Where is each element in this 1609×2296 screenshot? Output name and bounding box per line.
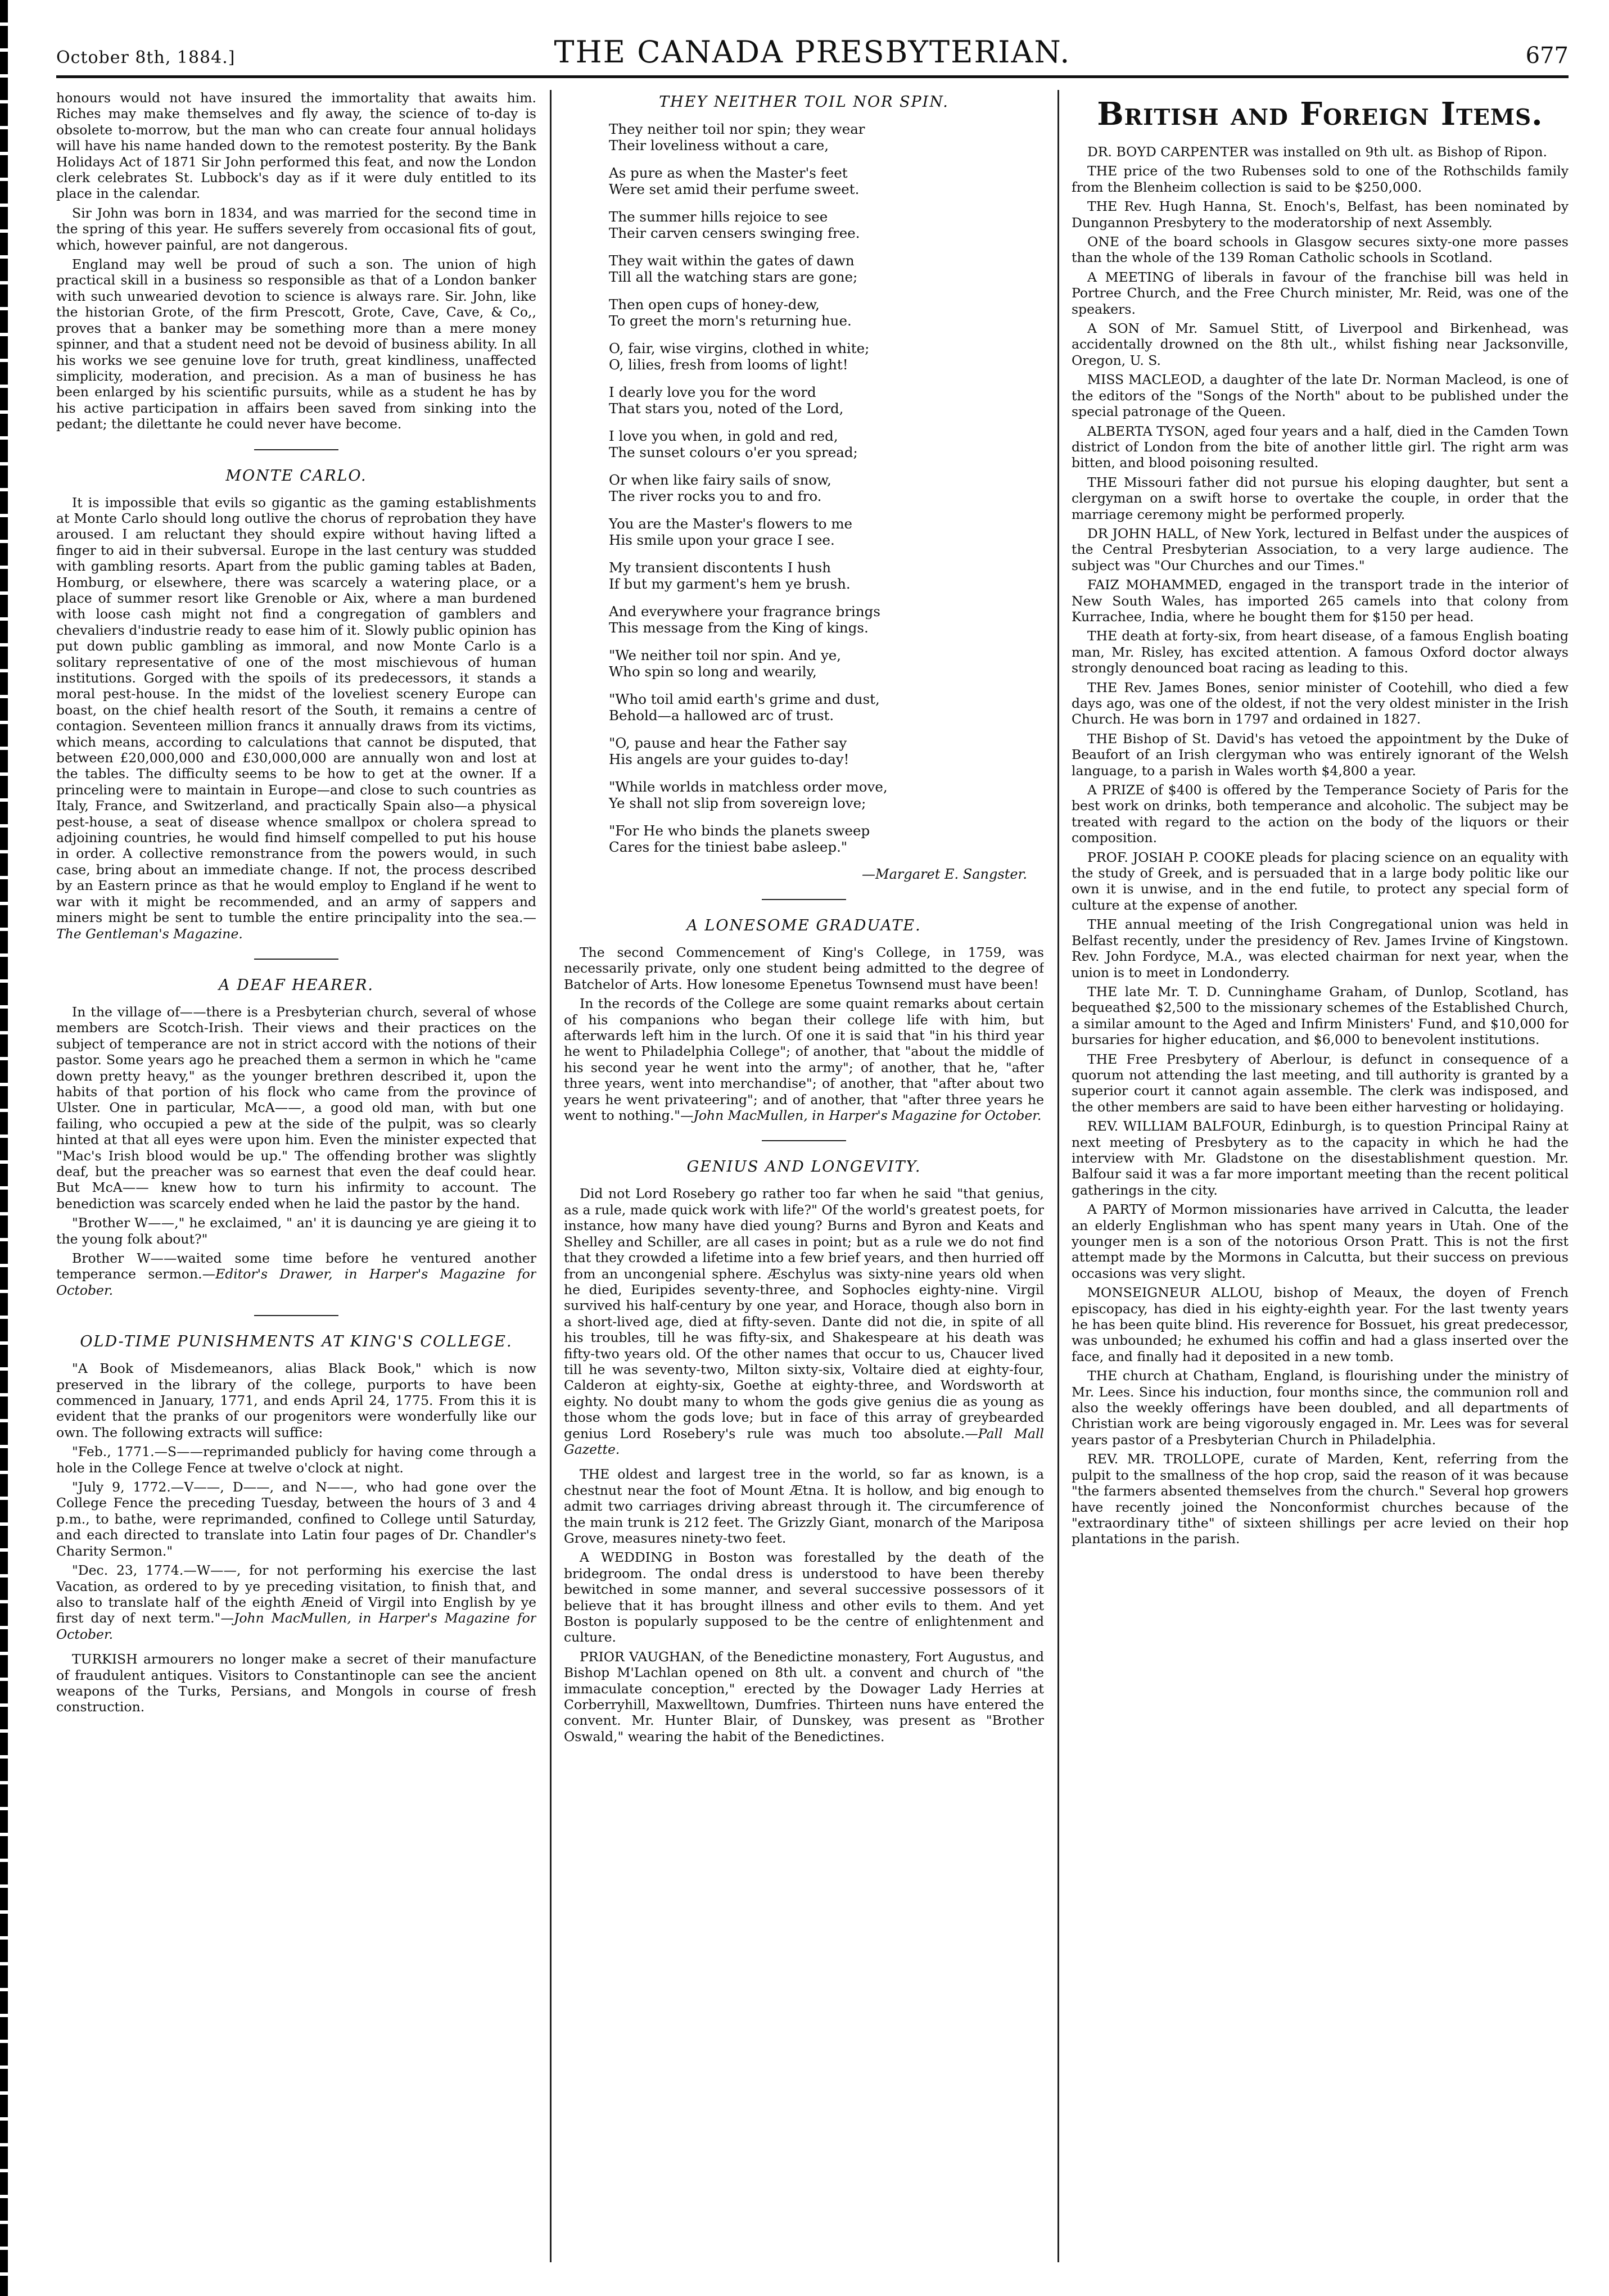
poem-stanza	[609, 296, 1044, 329]
poem-line: That stars you, noted of the Lord,	[609, 400, 844, 417]
poem-stanza	[609, 384, 1044, 417]
news-item: ALBERTA TYSON, aged four years and a half, died in the Camden Town district of London from the bite of another little girl. The right arm was bitten, and blood poisoning resulted.	[1072, 423, 1569, 471]
poem-line: "O, pause and hear the Father say	[609, 735, 847, 751]
news-item: A PARTY of Mormon missionaries have arrived in Calcutta, the leader an elderly Englishman who has spent many years in Utah. One of the younger men is a son of the notorious Orson Pratt. This is not the first attempt made by the Mormons in Calcutta, but their success on previous occasions was very slight.	[1072, 1201, 1569, 1281]
article-paragraph: TURKISH armourers no longer make a secret of their manufacture of fraudulent antiques. Visitors to Constantinople can see the ancient weapons of the Turks, Persians, and Mongols in course of fresh construction.	[56, 1651, 536, 1715]
section-heading: A LONESOME GRADUATE.	[686, 917, 921, 934]
news-item: THE Rev. James Bones, senior minister of Cootehill, who died a few days ago, was one of the oldest, if not the very oldest minister in the Irish Church. He was born in 1797 and ordained in 1827.	[1072, 679, 1569, 727]
poem-line: You are the Master's flowers to me	[609, 516, 853, 532]
news-item: MONSEIGNEUR ALLOU, bishop of Meaux, the doyen of French episcopacy, has died in his eighty-eighth year. For the last twenty years he has been quite blind. His reverence for Bossuet, his great predecessor, was unbounded; he exhumed his coffin and had a glass inserted over the face, and finally had it deposited in a new tomb.	[1072, 1285, 1569, 1364]
article-paragraph: PRIOR VAUGHAN, of the Benedictine monastery, Fort Augustus, and Bishop M'Lachlan opened on 8th ult. a convent and church of "the immaculate conception," erected by the Dowager Lady Herries at Corberryhill, Maxwelltown, Dumfries. Thirteen nuns have entered the convent. Mr. Hunter Blair, of Dunskey, was present as "Brother Oswald," wearing the habit of the Benedictines.	[564, 1648, 1044, 1744]
poem-stanza	[609, 647, 1044, 680]
poem-stanza	[609, 691, 1044, 724]
poem-line: As pure as when the Master's feet	[609, 165, 848, 181]
poem-line: Who spin so long and wearily,	[609, 663, 817, 680]
poem-line: Their loveliness without a care,	[609, 137, 829, 153]
column-rule	[1057, 90, 1059, 2262]
poem-stanza	[609, 779, 1044, 811]
masthead-title: THE CANADA PRESBYTERIAN.	[554, 34, 1071, 70]
header-rule	[56, 75, 1569, 78]
news-item: THE price of the two Rubenses sold to one of the Rothschilds family from the Blenheim collection is said to be $250,000.	[1072, 163, 1569, 195]
news-item: THE church at Chatham, England, is flourishing under the ministry of Mr. Lees. Since his induction, four months since, the communion roll and also the weekly offerings have been doubled, and all departments of Christian work are being vigorously engaged in. Mr. Lees was for several years pastor of a Presbyterian Church in Philadelphia.	[1072, 1368, 1569, 1448]
news-item: A SON of Mr. Samuel Stitt, of Liverpool and Birkenhead, was accidentally drowned on the 8th ult., whilst fishing near Jacksonville, Oregon, U. S.	[1072, 320, 1569, 368]
poem-line: "Who toil amid earth's grime and dust,	[609, 691, 880, 707]
poem-line: If but my garment's hem ye brush.	[609, 576, 851, 592]
page-number: 677	[1525, 43, 1569, 69]
poem-line: And everywhere your fragrance brings	[609, 603, 880, 620]
news-item: THE Rev. Hugh Hanna, St. Enoch's, Belfast, has been nominated by Dungannon Presbytery to the moderatorship of next Assembly.	[1072, 198, 1569, 230]
poem-line: "While worlds in matchless order move,	[609, 779, 888, 795]
news-item: THE death at forty-six, from heart disease, of a famous English boating man, Mr. Risley, has excited attention. A famous Oxford doctor always strongly denounced boat racing as leading to this.	[1072, 628, 1569, 676]
column-rule	[550, 90, 552, 2262]
article-paragraph: It is impossible that evils so gigantic as the gaming establishments at Monte Carlo should long outlive the chorus of reprobation they have aroused. I am reluctant they should expire without having lifted a finger to aid in their subversal. Europe in the last century was studded with gambling resorts. Apart from the public gaming tables at Baden, Homburg, or elsewhere, there was scarcely a watering place, or a place of summer resort like Grenoble or Aix, where a man burdened with loose cash might not find a congregation of gamblers and chevaliers d'industrie ready to ease him of it. Slowly public opinion has put down public gambling as immoral, and now Monte Carlo is a solitary representative of one of the most mischievous of human institutions. Gorged with the spoils of its predecessors, it stands a moral pest-house. In the midst of the loveliest scenery Europe can boast, on the chief health resort of the South, it remains a centre of contagion. Seventeen million francs it annually draws from its victims, which means, according to calculations that cannot be disputed, that between £20,000,000 and £30,000,000 are annually won and lost at the tables. The difficulty seems to be how to get at the owner. If a princeling were to maintain in Europe—and close to such countries as Italy, France, and Switzerland, and practically Spain also—a physical pest-house, a seat of disease whence smallpox or cholera spread to adjoining countries, he would find himself compelled to put his house in order. A collective remonstrance from the powers would, in such case, bring about an immediate change. If not, the process described by an Eastern prince as that he would employ to England if he went to war with it might be recommended, and an army of sappers and miners might be sent to tumble the entire principality into the sea.—The Gentleman's Magazine.	[56, 494, 536, 942]
article-paragraph: Sir John was born in 1834, and was married for the second time in the spring of this year. He suffers severely from occasional fits of gout, which, however painful, are not dangerous.	[56, 205, 536, 253]
article-paragraph: honours would not have insured the immortality that awaits him. Riches may make themselves and fly away, the science of to-day is obsolete to-morrow, but the man who can create four annual holidays will have his name handed down to the remotest posterity. By the Bank Holidays Act of 1871 Sir John performed this feat, and now the London clerk celebrates St. Lubbock's day as if it were duly entitled to its place in the calendar.	[56, 90, 536, 202]
poem-stanza	[609, 428, 1044, 460]
article-paragraph: England may well be proud of such a son. The union of high practical skill in a business so responsible as that of a London banker with such unwearied devotion to science is always rare. Sir. John, like the historian Grote, of the firm Prescott, Grote, Cave, Cave, & Co,, proves that a banker may be something more than a mere money spinner, and that a student need not be devoid of business ability. In all his works we see genuine love for truth, great kindliness, unaffected simplicity, moderation, and precision. As a man of business he has been enlarged by his scientific pursuits, while as a student he has by his active participation in affairs been saved from sinking into the pedant; the dilettante he could never have become.	[56, 256, 536, 432]
poem-line: Then open cups of honey-dew,	[609, 296, 820, 313]
article-paragraph: The second Commencement of King's College, in 1759, was necessarily private, only one student being admitted to the degree of Batchelor of Arts. How lonesome Epenetus Townsend must have been!	[564, 944, 1044, 992]
news-item: THE late Mr. T. D. Cunninghame Graham, of Dunlop, Scotland, has bequeathed $2,500 to the missionary schemes of the Established Church, a similar amount to the Aged and Infirm Ministers' Fund, and $10,000 for bursaries for higher education, and $6,000 to benevolent institutions.	[1072, 983, 1569, 1048]
poem-line: O, lilies, fresh from looms of light!	[609, 356, 848, 373]
poem-line: "For He who binds the planets sweep	[609, 822, 870, 839]
binding-edge	[0, 0, 8, 2296]
section-divider	[254, 959, 338, 960]
article-source: —Editor's Drawer, in Harper's Magazine for October.	[56, 1266, 536, 1298]
poem-line: His smile upon your grace I see.	[609, 532, 835, 548]
section-title-british-foreign: British and Foreign Items.	[1097, 96, 1543, 133]
article-paragraph: THE oldest and largest tree in the world, so far as known, is a chestnut near the foot of Mount Ætna. It is hollow, and big enough to admit two carriages driving abreast through it. The circumference of the main trunk is 212 feet. The Grizzly Giant, monarch of the Mariposa Grove, measures ninety-two feet.	[564, 1466, 1044, 1546]
poem-line: The summer hills rejoice to see	[609, 209, 828, 225]
section-heading: MONTE CARLO.	[225, 467, 367, 485]
poem-line: I love you when, in gold and red,	[609, 428, 838, 444]
article-paragraph: A WEDDING in Boston was forestalled by the death of the bridegroom. The ondal dress is understood to have been thereby bewitched in some manner, and several successive possessors of it believe that it has brought illness and other evils to them. And yet Boston is popularly supposed to be the centre of enlightenment and culture.	[564, 1549, 1044, 1646]
poem-line: To greet the morn's returning hue.	[609, 313, 852, 329]
article-paragraph: In the village of——there is a Presbyterian church, several of whose members are Scotch-Irish. Their views and their practices on the subject of temperance are not in strict accord with the notions of their pastor. Some years ago he preached them a sermon in which he "came down pretty heavy," as the younger brethren described it, upon the habits of that portion of his flock who came from the province of Ulster. One in particular, McA——, a good old man, with but one failing, who occupied a pew at the side of the pulpit, was so clearly hinted at that all eyes were upon him. Even the minister expected that "Mac's Irish blood would be up." The offending brother was slightly deaf, but the preacher was so earnest that even the deaf could hear. But McA—— knew how to turn his infirmity to account. The benediction was scarcely ended when he laid the pastor by the hand.	[56, 1004, 536, 1212]
poem-stanza	[609, 822, 1044, 855]
news-item: DR. BOYD CARPENTER was installed on 9th ult. as Bishop of Ripon.	[1087, 144, 1548, 160]
poem-line: Or when like fairy sails of snow,	[609, 472, 831, 488]
news-item: A MEETING of liberals in favour of the franchise bill was held in Portree Church, and the Free Church minister, Mr. Reid, was one of the speakers.	[1072, 269, 1569, 317]
poem-line: Till all the watching stars are gone;	[609, 269, 858, 285]
poem-author: —Margaret E. Sangster.	[862, 866, 1027, 882]
poem-stanza	[609, 735, 1044, 767]
poem-stanza	[609, 472, 1044, 504]
poem-title: THEY NEITHER TOIL NOR SPIN.	[659, 93, 949, 111]
article-source: —Pall Mall Gazette.	[564, 1425, 1044, 1457]
poem-body	[564, 121, 1044, 855]
poem-line: Behold—a hallowed arc of trust.	[609, 707, 834, 724]
section-divider	[254, 1315, 338, 1316]
section-heading: OLD-TIME PUNISHMENTS AT KING'S COLLEGE.	[80, 1333, 513, 1351]
poem-stanza	[609, 121, 1044, 153]
poem-line: I dearly love you for the word	[609, 384, 816, 400]
news-item: MISS MACLEOD, a daughter of the late Dr. Norman Macleod, is one of the editors of the "Songs of the North" about to be published under the special patronage of the Queen.	[1072, 372, 1569, 420]
poem-stanza	[609, 340, 1044, 373]
article-paragraph: "Brother W——," he exclaimed, " an' it is dauncing ye are gieing it to the young folk about?"	[56, 1215, 536, 1247]
poem-stanza	[609, 209, 1044, 241]
news-item: PROF. JOSIAH P. COOKE pleads for placing science on an equality with the study of Greek, and is persuaded that in a large body politic like our own it is unwise, and in the end futile, to protect any special form of culture at the expense of another.	[1072, 849, 1569, 913]
article-source: —The Gentleman's Magazine.	[56, 910, 536, 942]
article-paragraph: "July 9, 1772.—V——, D——, and N——, who had gone over the College Fence the preceding Tuesday, between the hours of 3 and 4 p.m., to bathe, were reprimanded, confined to College until Saturday, and each directed to translate into Latin four pages of Dr. Chandler's Charity Sermon."	[56, 1479, 536, 1559]
poem-line: His angels are your guides to-day!	[609, 751, 849, 767]
poem-line: Their carven censers swinging free.	[609, 225, 860, 241]
news-item: ONE of the board schools in Glasgow secures sixty-one more passes than the whole of the 139 Roman Catholic schools in Scotland.	[1072, 234, 1569, 266]
news-item: REV. MR. TROLLOPE, curate of Marden, Kent, referring from the pulpit to the smallness of the hop crop, said the reason of it was because "the farmers absented themselves from the church." Several hop growers have recently joined the Nonconformist churches because of the "extraordinary tithe" of sixteen shillings per acre levied on their hop plantations in the parish.	[1072, 1451, 1569, 1547]
section-heading: A DEAF HEARER.	[219, 976, 374, 994]
article-source: —John MacMullen, in Harper's Magazine for October.	[680, 1108, 1042, 1124]
section-divider	[762, 1140, 846, 1141]
news-item: THE Bishop of St. David's has vetoed the appointment by the Duke of Beaufort of an Irish clergyman who was entirely ignorant of the Welsh language, to a parish in Wales worth $4,800 a year.	[1072, 730, 1569, 779]
poem-stanza	[609, 516, 1044, 548]
column-1	[56, 90, 536, 2262]
poem-line: The river rocks you to and fro.	[609, 488, 822, 504]
poem-line: Were set amid their perfume sweet.	[609, 181, 860, 197]
section-divider	[762, 899, 846, 900]
poem-line: The sunset colours o'er you spread;	[609, 444, 858, 460]
article-paragraph: "Dec. 23, 1774.—W——, for not performing his exercise the last Vacation, as ordered to by ye preceding visitation, to finish that, and also to translate half of the eighth Æneid of Virgil into English by ye first day of next term."—John MacMullen, in Harper's Magazine for October.	[56, 1562, 536, 1642]
poem-line: My transient discontents I hush	[609, 559, 831, 576]
news-item: THE Free Presbytery of Aberlour, is defunct in consequence of a quorum not attending the last meeting, and till authority is granted by a superior court it cannot again assemble. The clerk was indisposed, and the other members are said to have been either harvesting or holidaying.	[1072, 1051, 1569, 1115]
article-paragraph: "A Book of Misdemeanors, alias Black Book," which is now preserved in the library of the college, purports to have been commenced in January, 1771, and ends April 24, 1775. From this it is evident that the pranks of our progenitors were wonderfully like our own. The following extracts will suffice:	[56, 1361, 536, 1440]
poem-stanza	[609, 165, 1044, 197]
poem-stanza	[609, 559, 1044, 592]
column-2	[564, 90, 1044, 2262]
news-item: DR JOHN HALL, of New York, lectured in Belfast under the auspices of the Central Presbyterian Association, to a very large audience. The subject was "Our Churches and our Times."	[1072, 525, 1569, 573]
news-items	[1072, 144, 1569, 1547]
article-paragraph: "Feb., 1771.—S——reprimanded publicly for having come through a hole in the College Fence at twelve o'clock at night.	[56, 1444, 536, 1476]
news-item: THE Missouri father did not pursue his eloping daughter, but sent a clergyman on a swift horse to overtake the couple, in order that the marriage ceremony might be performed properly.	[1072, 474, 1569, 522]
poem-line: They wait within the gates of dawn	[609, 252, 855, 269]
page-header	[56, 27, 1569, 71]
news-item: A PRIZE of $400 is offered by the Temperance Society of Paris for the best work on drinks, both temperance and alcoholic. The subject may be treated with regard to the action on the body of the liquors or their composition.	[1072, 782, 1569, 846]
column-3	[1072, 90, 1569, 2262]
article-paragraph: Did not Lord Rosebery go rather too far when he said "that genius, as a rule, made quick work with life?" Of the world's greatest poets, for instance, how many have died young? Burns and Byron and Keats and Shelley and Schiller, are all cases in point; but as a rule we do not find that they crowded a lifetime into a few brief years, and then hurried off from an uncongenial sphere. Æschylus was sixty-nine years old when he died, Euripides seventy-three, and Sophocles eighty-nine. Virgil survived his half-century by one year, and Horace, though also born in a short-lived age, died at fifty-seven. Dante did not die, in spite of all his troubles, till he was fifty-six, and Shakespeare at his death was fifty-two years old. Of the other names that occur to us, Chaucer lived till he was seventy-two, Milton sixty-six, Voltaire died at eighty-four, Calderon at eighty-six, Goethe at eighty-three, and Wordsworth at eighty. No doubt many to whom the gods give genius die as young as those whom the gods love; but in face of this array of greybearded genius Lord Rosebery's rule was much too absolute.—Pall Mall Gazette.	[564, 1186, 1044, 1457]
poem-stanza	[609, 603, 1044, 636]
issue-date: October 8th, 1884.]	[56, 48, 236, 67]
poem-line: This message from the King of kings.	[609, 620, 869, 636]
poem-line: Ye shall not slip from sovereign love;	[609, 795, 866, 811]
article-paragraph: In the records of the College are some quaint remarks about certain of his companions who began their college life with him, but afterwards left him in the lurch. Of one it is said that "in his third year he went to Philadelphia College"; of another, that "about the middle of his second year he went into the army"; of another, that he, "after three years, went into merchandise"; of another, that "after about two years he went privateering"; and of another, that "after three years he went to nothing."—John MacMullen, in Harper's Magazine for October.	[564, 996, 1044, 1124]
poem-line: Cares for the tiniest babe asleep."	[609, 839, 848, 855]
poem-line: They neither toil nor spin; they wear	[609, 121, 865, 137]
news-item: THE annual meeting of the Irish Congregational union was held in Belfast recently, under the presidency of Rev. James Irvine of Kingstown. Rev. John Fordyce, M.A., was elected chairman for next year, when the union is to meet in Londonderry.	[1072, 916, 1569, 980]
section-divider	[254, 449, 338, 450]
poem-line: "We neither toil nor spin. And ye,	[609, 647, 842, 663]
news-item: REV. WILLIAM BALFOUR, Edinburgh, is to question Principal Rainy at next meeting of Presbytery as to the capacity in which he had the interview with Mr. Gladstone on the disestablishment question. Mr. Balfour said it was a far more important meeting than the recent political gatherings in the city.	[1072, 1118, 1569, 1198]
poem-stanza	[609, 252, 1044, 285]
article-source: —John MacMullen, in Harper's Magazine for October.	[56, 1610, 536, 1642]
article-paragraph: Brother W——waited some time before he ventured another temperance sermon.—Editor's Drawer, in Harper's Magazine for October.	[56, 1250, 536, 1298]
poem-line: O, fair, wise virgins, clothed in white;	[609, 340, 870, 356]
section-heading: GENIUS AND LONGEVITY.	[686, 1158, 921, 1176]
news-item: FAIZ MOHAMMED, engaged in the transport trade in the interior of New South Wales, has imported 265 camels into that colony from Kurrachee, India, where he bought them for $150 per head.	[1072, 577, 1569, 625]
